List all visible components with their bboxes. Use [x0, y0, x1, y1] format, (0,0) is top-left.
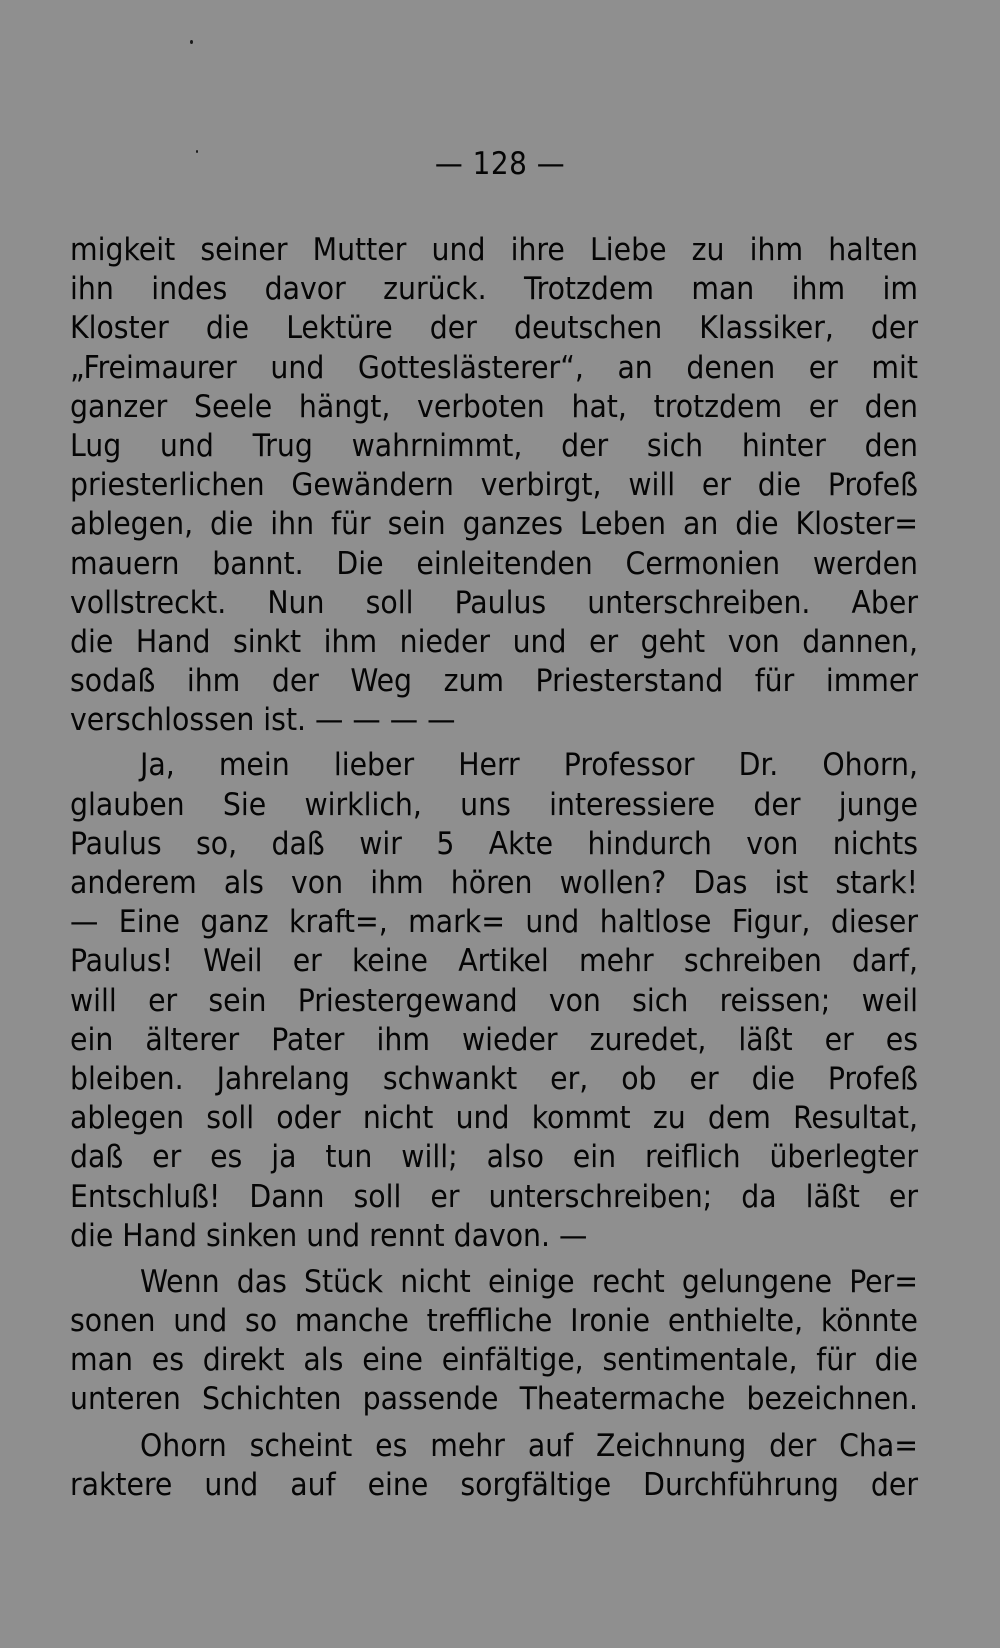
text-line: glauben Sie wirklich, uns interessiere der junge [70, 786, 918, 823]
paragraph [70, 1427, 918, 1505]
text-line: ein älterer Pater ihm wieder zuredet, läßt er es [70, 1021, 918, 1058]
text-line: Entschluß! Dann soll er unterschreiben; da läßt er [70, 1178, 918, 1215]
text-line: will er sein Priestergewand von sich reissen; weil [70, 982, 918, 1019]
text-line: Ohorn scheint es mehr auf Zeichnung der Cha= [140, 1427, 918, 1464]
paragraph-gap [70, 1256, 918, 1263]
scan-speck [190, 40, 193, 44]
text-line: Ja, mein lieber Herr Professor Dr. Ohorn, [140, 747, 918, 784]
text-line: raktere und auf eine sorgfältige Durchführung der [70, 1466, 918, 1503]
text-line: unteren Schichten passende Theatermache bezeichnen. [70, 1381, 918, 1418]
text-line: Wenn das Stück nicht einige recht gelungene Per= [140, 1263, 918, 1300]
text-line: verschlossen ist. — — — — [70, 702, 456, 739]
text-line: Paulus! Weil er keine Artikel mehr schreiben darf, [70, 943, 918, 980]
text-line: daß er es ja tun will; also ein reiflich überlegter [70, 1139, 918, 1176]
text-line: ablegen soll oder nicht und kommt zu dem Resultat, [70, 1100, 918, 1137]
paragraph [70, 746, 918, 1255]
text-line: „Freimaurer und Gotteslästerer“, an denen er mit [70, 349, 918, 386]
text-line: — Eine ganz kraft=, mark= und haltlose Figur, dieser [70, 904, 918, 941]
text-line: Lug und Trug wahrnimmt, der sich hinter den [70, 427, 918, 464]
text-line: Kloster die Lektüre der deutschen Klassiker, der [70, 310, 918, 347]
text-line: bleiben. Jahrelang schwankt er, ob er die Profeß [70, 1060, 918, 1097]
text-line: sodaß ihm der Weg zum Priesterstand für immer [70, 663, 918, 700]
text-line: priesterlichen Gewändern verbirgt, will er die Profeß [70, 467, 918, 504]
text-line: Paulus so, daß wir 5 Akte hindurch von nichts [70, 825, 918, 862]
text-line: ihn indes davor zurück. Trotzdem man ihm im [70, 271, 918, 308]
text-line: ganzer Seele hängt, verboten hat, trotzdem er den [70, 388, 918, 425]
body-text [70, 231, 918, 1505]
text-line: sonen und so manche treffliche Ironie enthielte, könnte [70, 1303, 918, 1340]
text-line: anderem als von ihm hören wollen? Das ist stark! [70, 865, 918, 901]
text-line: migkeit seiner Mutter und ihre Liebe zu ihm halten [70, 232, 918, 268]
paragraph [70, 231, 918, 740]
text-line: man es direkt als eine einfältige, sentimentale, für die [70, 1342, 918, 1379]
text-line: die Hand sinkt ihm nieder und er geht von dannen, [70, 623, 918, 660]
text-line: die Hand sinken und rennt davon. — [70, 1217, 588, 1254]
page-number: — 128 — [434, 146, 566, 182]
paragraph [70, 1263, 918, 1420]
text-line: vollstreckt. Nun soll Paulus unterschreiben. Aber [70, 584, 918, 621]
text-line: mauern bannt. Die einleitenden Cermonien werden [70, 545, 918, 582]
text-line: ablegen, die ihn für sein ganzes Leben an die Kloster= [70, 506, 918, 543]
paragraph-gap [70, 1420, 918, 1427]
